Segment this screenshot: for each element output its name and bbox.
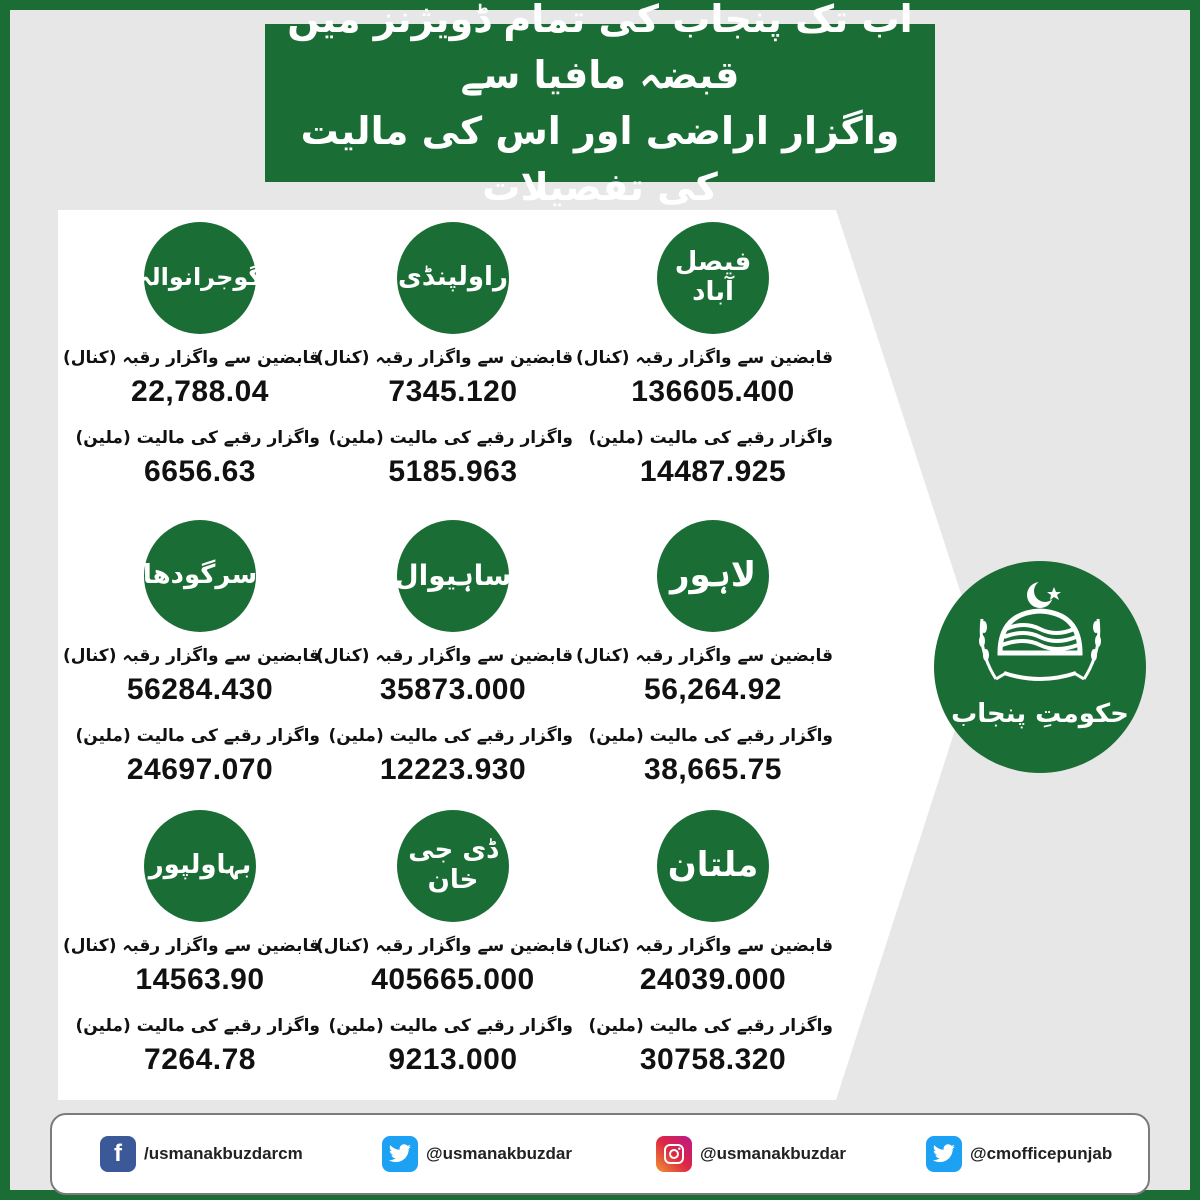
social-footer: [50, 1113, 1150, 1195]
division-badge: راولپنڈی: [397, 222, 509, 334]
division-badge: لاہور: [657, 520, 769, 632]
area-label: قابضین سے واگزار رقبہ (کنال): [575, 936, 833, 956]
division-card-faisalabad: [575, 222, 833, 492]
instagram-icon: [656, 1136, 692, 1172]
emblem-logo-icon: [934, 561, 1146, 773]
social-instagram[interactable]: [656, 1135, 846, 1173]
area-value: 56284.430: [126, 673, 274, 706]
division-card-dg-khan: [315, 810, 573, 1080]
emblem-caption: حکومتِ پنجاب: [951, 699, 1129, 729]
value-label: واگزار رقبے کی مالیت (ملین): [328, 726, 573, 746]
division-card-rawalpindi: [315, 222, 573, 492]
value-amount: 6656.63: [144, 455, 256, 488]
area-label: قابضین سے واگزار رقبہ (کنال): [575, 348, 833, 368]
social-twitter-cmofficepunjab[interactable]: [926, 1135, 1112, 1173]
division-card-lahore: [575, 520, 833, 790]
area-label: قابضین سے واگزار رقبہ (کنال): [62, 936, 320, 956]
value-amount: 7264.78: [144, 1043, 256, 1076]
social-handle: @cmofficepunjab: [970, 1144, 1113, 1163]
value-label: واگزار رقبے کی مالیت (ملین): [328, 428, 573, 448]
division-card-sargodha: [62, 520, 320, 790]
area-label: قابضین سے واگزار رقبہ (کنال): [62, 646, 320, 666]
title-line-2: واگزار اراضی اور اس کی مالیت کی تفصیلات: [300, 109, 900, 209]
division-card-bahawalpur: [62, 810, 320, 1080]
area-label: قابضین سے واگزار رقبہ (کنال): [315, 936, 573, 956]
division-badge: گوجرانوالہ: [144, 222, 256, 334]
area-label: قابضین سے واگزار رقبہ (کنال): [575, 646, 833, 666]
value-label: واگزار رقبے کی مالیت (ملین): [588, 726, 833, 746]
division-badge: ساہیوال: [397, 520, 509, 632]
value-amount: 38,665.75: [644, 753, 782, 786]
value-amount: 9213.000: [388, 1043, 518, 1076]
twitter-icon: [382, 1136, 418, 1172]
division-badge: فیصل آباد: [657, 222, 769, 334]
value-label: واگزار رقبے کی مالیت (ملین): [75, 428, 320, 448]
area-value: 56,264.92: [644, 673, 782, 706]
value-amount: 14487.925: [639, 455, 787, 488]
division-card-gujranwala: [62, 222, 320, 492]
division-badge: ڈی جی خان: [397, 810, 509, 922]
division-badge: ملتان: [657, 810, 769, 922]
facebook-icon: f: [100, 1136, 136, 1172]
area-value: 24039.000: [639, 963, 787, 996]
division-card-multan: [575, 810, 833, 1080]
area-label: قابضین سے واگزار رقبہ (کنال): [315, 646, 573, 666]
value-label: واگزار رقبے کی مالیت (ملین): [75, 726, 320, 746]
value-amount: 5185.963: [388, 455, 518, 488]
area-value: 22,788.04: [131, 375, 269, 408]
area-label: قابضین سے واگزار رقبہ (کنال): [315, 348, 573, 368]
division-badge: بہاولپور: [144, 810, 256, 922]
value-label: واگزار رقبے کی مالیت (ملین): [588, 1016, 833, 1036]
punjab-government-emblem: [934, 561, 1146, 773]
value-label: واگزار رقبے کی مالیت (ملین): [328, 1016, 573, 1036]
title-line-1: اب تک پنجاب کی تمام ڈویژنز میں قبضہ مافیا سے: [287, 0, 913, 97]
division-card-sahiwal: [315, 520, 573, 790]
twitter-icon: [926, 1136, 962, 1172]
social-facebook[interactable]: [100, 1135, 303, 1173]
area-value: 136605.400: [631, 375, 795, 408]
value-label: واگزار رقبے کی مالیت (ملین): [588, 428, 833, 448]
social-handle: /usmanakbuzdarcm: [144, 1144, 303, 1163]
area-value: 405665.000: [371, 963, 535, 996]
social-handle: @usmanakbuzdar: [426, 1144, 573, 1163]
social-twitter-usmanakbuzdar[interactable]: [382, 1135, 572, 1173]
division-badge: سرگودھا: [144, 520, 256, 632]
area-value: 14563.90: [135, 963, 265, 996]
value-amount: 30758.320: [639, 1043, 787, 1076]
value-label: واگزار رقبے کی مالیت (ملین): [75, 1016, 320, 1036]
value-amount: 24697.070: [126, 753, 274, 786]
value-amount: 12223.930: [379, 753, 527, 786]
social-handle: @usmanakbuzdar: [700, 1144, 847, 1163]
area-value: 35873.000: [379, 673, 527, 706]
area-label: قابضین سے واگزار رقبہ (کنال): [62, 348, 320, 368]
area-value: 7345.120: [388, 375, 518, 408]
